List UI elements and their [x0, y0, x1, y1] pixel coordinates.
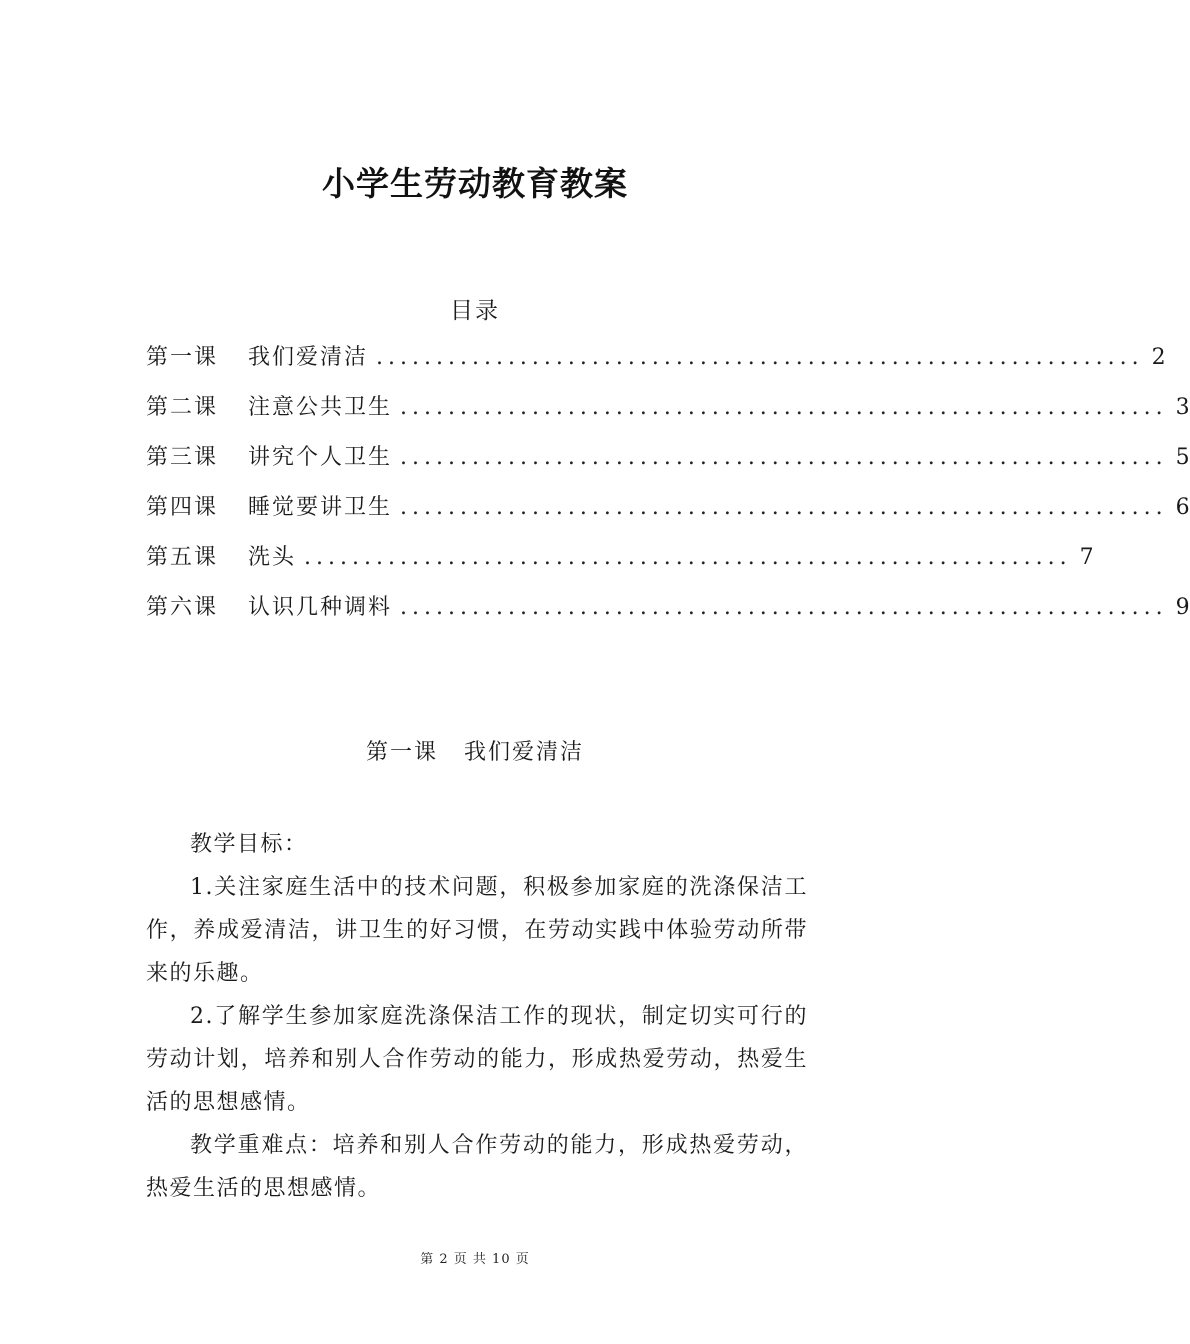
toc-entry-lesson: 第五课	[146, 545, 219, 570]
toc-entry[interactable]	[146, 340, 1166, 390]
toc-entry[interactable]	[146, 540, 1094, 590]
lesson-heading	[0, 735, 950, 766]
toc-entry-page: 9	[1175, 595, 1190, 620]
toc-leader-dots: ................................................................	[400, 445, 1168, 470]
toc-entry-lesson: 第二课	[146, 395, 219, 420]
toc-entry-lesson: 第四课	[146, 495, 219, 520]
paragraph-key-points: 教学重难点：培养和别人合作劳动的能力，形成热爱劳动，热爱生活的思想感情。	[146, 1133, 808, 1201]
toc-entry-name: 讲究个人卫生	[248, 445, 393, 470]
toc-entry-name: 洗头	[248, 545, 297, 570]
toc-entry-lesson: 第六课	[146, 595, 219, 620]
toc-leader-dots: ................................................................	[376, 345, 1144, 370]
toc-leader-dots: ................................................................	[400, 495, 1168, 520]
lesson-number: 第一课	[365, 740, 438, 765]
toc-entry-lesson: 第三课	[146, 445, 219, 470]
toc-entry-name: 睡觉要讲卫生	[248, 495, 393, 520]
lesson-body	[146, 823, 808, 1210]
toc-entry-name: 注意公共卫生	[248, 395, 393, 420]
paragraph-objectives-heading: 教学目标：	[190, 832, 308, 857]
toc-entry[interactable]	[146, 490, 1190, 540]
page-footer: 第 2 页 共 10 页	[420, 1252, 530, 1267]
toc-leader-dots: ................................................................	[400, 395, 1168, 420]
toc-entry[interactable]	[146, 440, 1190, 490]
toc-entry-page: 3	[1175, 395, 1190, 420]
toc-leader-dots: ................................................................	[304, 545, 1072, 570]
toc-entry-name: 认识几种调料	[248, 595, 393, 620]
toc-leader-dots: ................................................................	[400, 595, 1168, 620]
toc-entry-lesson: 第一课	[146, 345, 219, 370]
toc-entry[interactable]	[146, 590, 1190, 640]
toc-entry-page: 6	[1175, 495, 1190, 520]
table-of-contents	[146, 340, 1190, 640]
toc-entry-name: 我们爱清洁	[248, 345, 369, 370]
toc-heading: 目录	[450, 298, 500, 324]
toc-entry-page: 7	[1079, 545, 1094, 570]
toc-entry-page: 5	[1175, 445, 1190, 470]
toc-entry-page: 2	[1151, 345, 1166, 370]
toc-entry[interactable]	[146, 390, 1190, 440]
paragraph-objective-2: 2.了解学生参加家庭洗涤保洁工作的现状，制定切实可行的劳动计划，培养和别人合作劳动的能力，形成热爱劳动，热爱生活的思想感情。	[146, 1004, 808, 1115]
lesson-name: 我们爱清洁	[464, 740, 585, 765]
paragraph-objective-1: 1.关注家庭生活中的技术问题，积极参加家庭的洗涤保洁工作，养成爱清洁，讲卫生的好习惯，在劳动实践中体验劳动所带来的乐趣。	[146, 875, 808, 986]
document-title: 小学生劳动教育教案	[322, 164, 628, 203]
